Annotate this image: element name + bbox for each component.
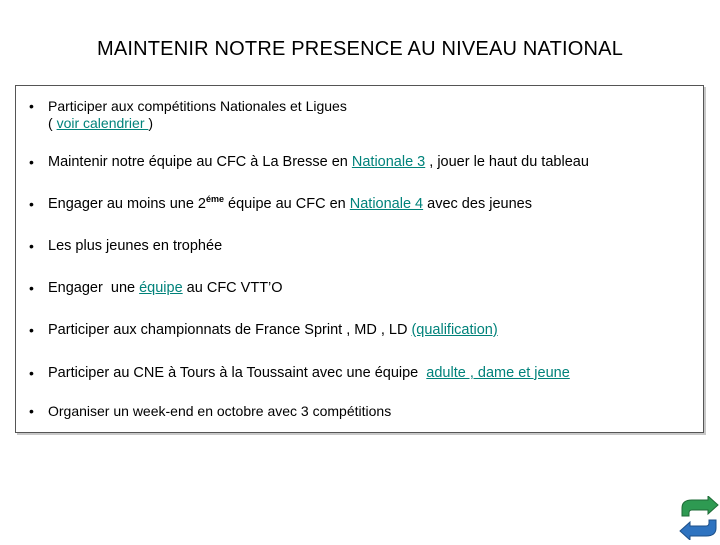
bullet: • xyxy=(29,280,34,296)
item-text: Engager au moins une $2^{éme}$ équipe au CFC en Nationale 4 avec des jeunes xyxy=(48,194,532,212)
bullet: • xyxy=(29,238,34,254)
bullet: • xyxy=(29,98,34,114)
content-box xyxy=(15,85,704,433)
bullet: • xyxy=(29,403,34,419)
item-text: Les plus jeunes en trophée xyxy=(48,238,223,254)
bullet: • xyxy=(29,322,34,338)
item-text: Participer aux championnats de France Sprint , MD , LD (qualification) xyxy=(48,322,498,338)
bullet: • xyxy=(29,365,34,381)
nationale-3-link[interactable]: Nationale 3 xyxy=(351,154,426,170)
item-text: Participer au CNE à Tours à la Toussaint avec une équipe adulte , dame et jeune xyxy=(48,365,570,381)
adulte-dame-jeune-link[interactable]: adulte , dame et jeune xyxy=(426,365,570,381)
item-text: Engager une équipe au CFC VTT’O xyxy=(48,280,283,296)
bullet: • xyxy=(29,196,34,212)
equipe-link[interactable]: équipe xyxy=(139,280,183,296)
nationale-4-link[interactable]: Nationale 4 xyxy=(349,196,424,212)
item-text: Organiser un week-end en octobre avec 3 compétitions xyxy=(48,403,392,419)
page-title: MAINTENIR NOTRE PRESENCE AU NIVEAU NATIONAL xyxy=(96,38,624,60)
calendar-link[interactable]: voir calendrier xyxy=(56,115,149,131)
return-arrow-icon[interactable] xyxy=(678,496,720,540)
item-text: Participer aux compétitions Nationales et Ligues ( voir calendrier ) xyxy=(48,98,347,131)
bullet: • xyxy=(29,154,34,170)
qualification-link[interactable]: (qualification) xyxy=(411,322,498,338)
item-text: Maintenir notre équipe au CFC à La Bresse en Nationale 3 , jouer le haut du tableau xyxy=(48,154,589,170)
